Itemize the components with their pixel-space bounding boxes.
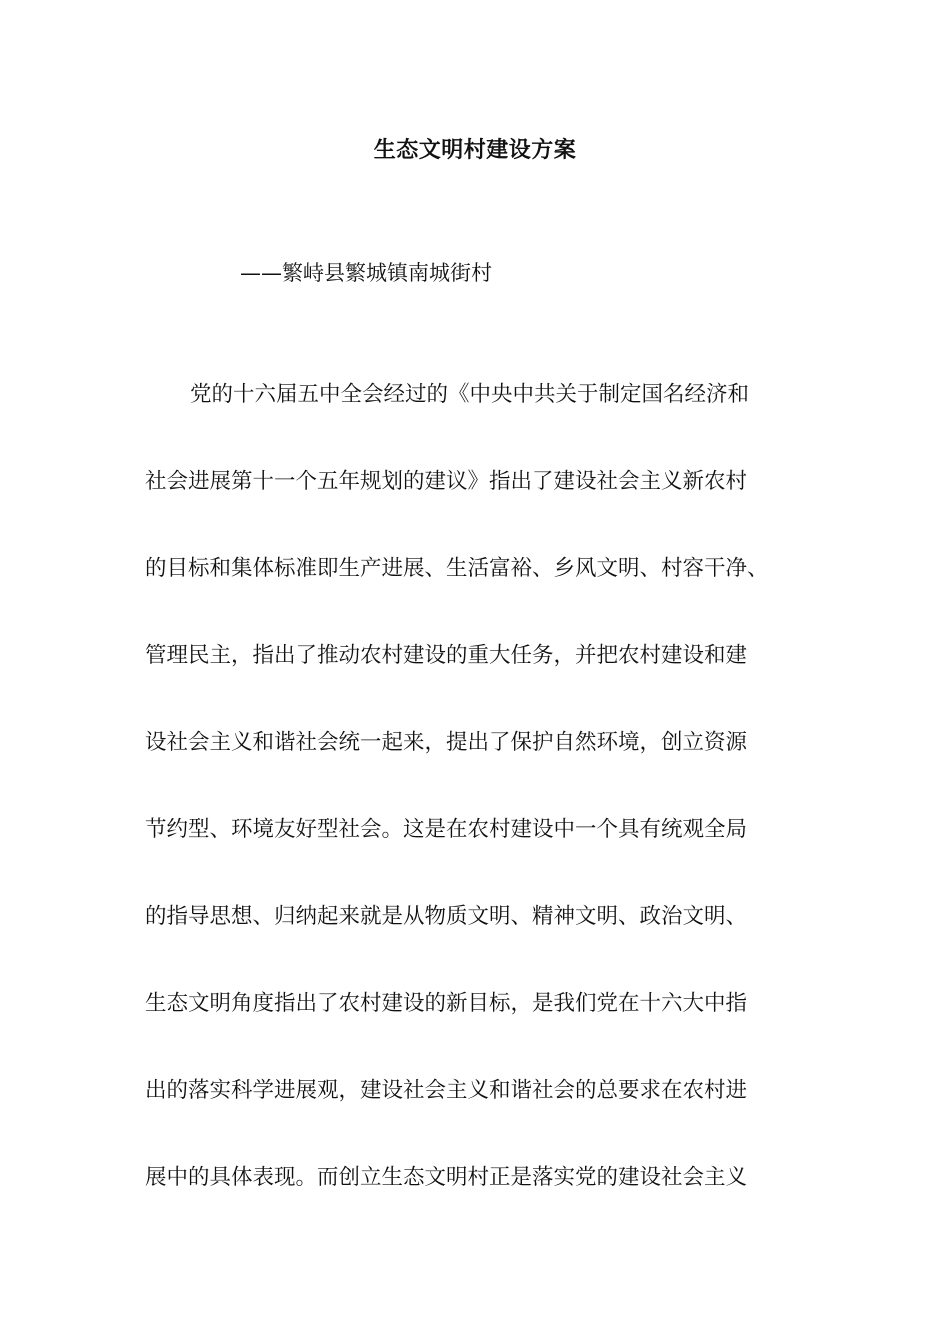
paragraph-line: 的指导思想、归纳起来就是从物质文明、精神文明、政治文明、 <box>145 904 748 929</box>
paragraph-line: 党的十六届五中全会经过的《中央中共关于制定国名经济和 <box>190 382 750 407</box>
paragraph-line: 的目标和集体标准即生产进展、生活富裕、乡风文明、村容干净、 <box>145 556 769 581</box>
document-title: 生态文明村建设方案 <box>373 138 577 163</box>
paragraph-line: 出的落实科学进展观，建设社会主义和谐社会的总要求在农村进 <box>145 1078 748 1103</box>
paragraph-line: 管理民主，指出了推动农村建设的重大任务，并把农村建设和建 <box>145 643 748 668</box>
document-subtitle: ——繁峙县繁城镇南城街村 <box>240 261 492 285</box>
paragraph-line: 节约型、环境友好型社会。这是在农村建设中一个具有统观全局 <box>145 817 748 842</box>
paragraph-line: 生态文明角度指出了农村建设的新目标，是我们党在十六大中指 <box>145 991 748 1016</box>
paragraph-line: 设社会主义和谐社会统一起来，提出了保护自然环境，创立资源 <box>145 730 748 755</box>
paragraph-line: 展中的具体表现。而创立生态文明村正是落实党的建设社会主义 <box>145 1165 748 1190</box>
paragraph-line: 社会进展第十一个五年规划的建议》指出了建设社会主义新农村 <box>145 469 748 494</box>
